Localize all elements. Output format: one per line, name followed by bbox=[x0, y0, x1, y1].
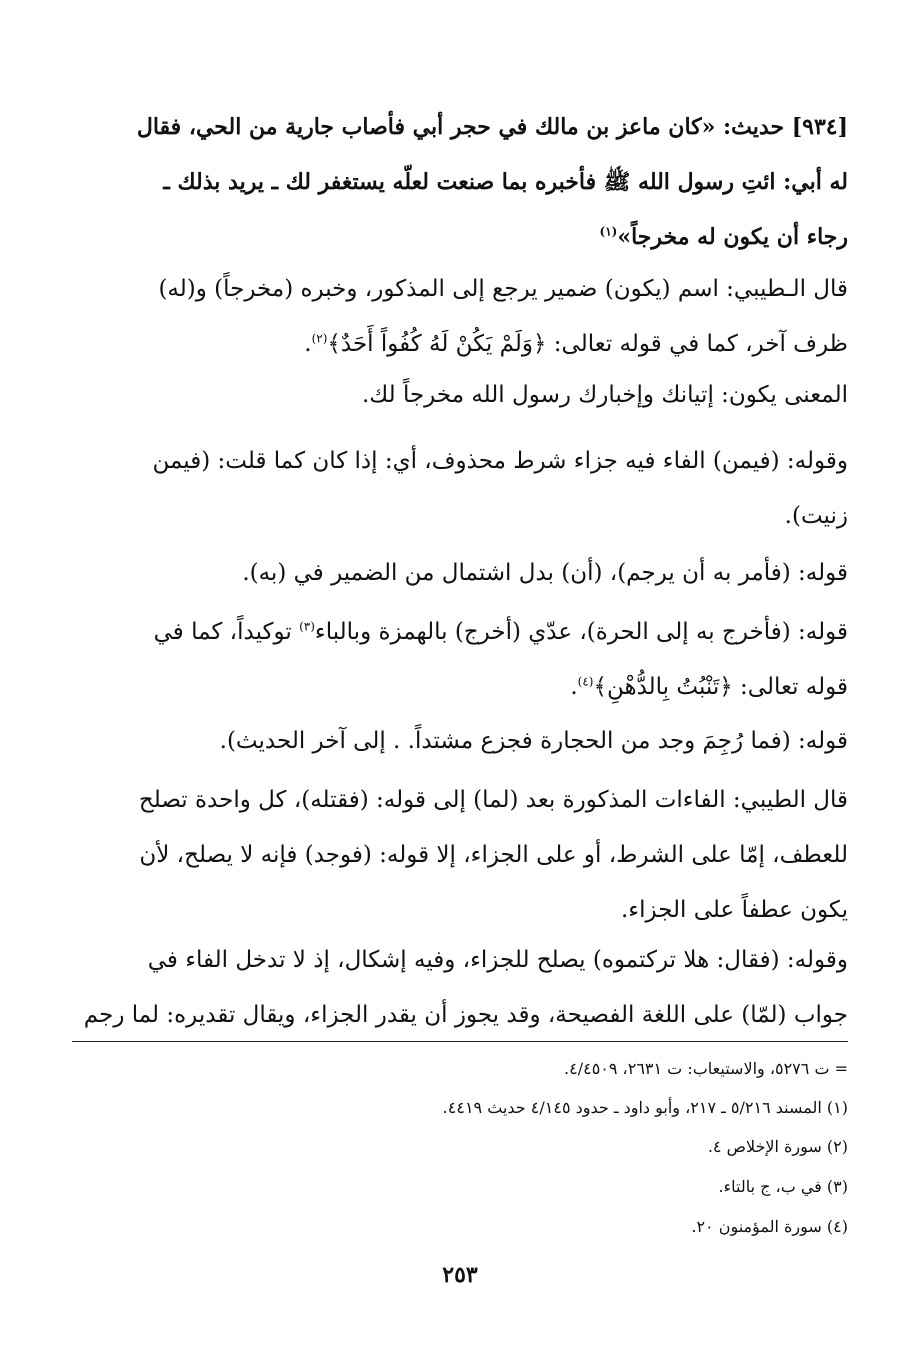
footnote-ref: (٢) bbox=[311, 331, 328, 346]
hadith-line-3: رجاء أن يكون له مخرجاً» bbox=[617, 224, 848, 250]
paragraph-line: . bbox=[570, 674, 578, 700]
paragraph-line: للعطف، إمّا على الشرط، أو على الجزاء، إلا قوله: (فوجد) فإنه لا يصلح، لأن bbox=[139, 842, 848, 868]
footnote-1: (١) المسند ٥/٢١٦ ـ ٢١٧، وأبو داود ـ حدود ٤/١٤٥ حديث ٤٤١٩. bbox=[442, 1098, 848, 1117]
footnote-ref: (٤) bbox=[577, 674, 594, 689]
footnote-ref: (١) bbox=[599, 224, 618, 239]
footnote-4: (٤) سورة المؤمنون ٢٠. bbox=[691, 1217, 848, 1236]
paragraph-line: توكيداً، كما في bbox=[153, 619, 292, 645]
footnote-ref: (٣) bbox=[299, 619, 315, 634]
commentary-paragraph bbox=[72, 368, 848, 423]
commentary-paragraph bbox=[72, 714, 848, 769]
commentary-paragraph bbox=[72, 773, 848, 938]
footnote-separator bbox=[72, 1041, 848, 1042]
paragraph-line: يكون عطفاً على الجزاء. bbox=[620, 897, 848, 923]
commentary-paragraph bbox=[72, 605, 848, 715]
page-number: ٢٥٣ bbox=[442, 1262, 478, 1288]
hadith-line-2: له أبي: ائتِ رسول الله ﷺ فأخبره بما صنعت لعلّه يستغفر لك ـ يريد بذلك ـ bbox=[163, 169, 848, 195]
paragraph-line: قوله: (فما رُجِمَ وجد من الحجارة فجزع مشتداً. . إلى آخر الحديث). bbox=[219, 728, 848, 754]
paragraph-line: قوله: (فأمر به أن يرجم)، (أن) بدل اشتمال من الضمير في (به). bbox=[242, 560, 848, 586]
paragraph-line: قال الطيبي: الفاءات المذكورة بعد (لما) إلى قوله: (فقتله)، كل واحدة تصلح bbox=[138, 787, 848, 813]
paragraph-line: وقوله: (فيمن) الفاء فيه جزاء شرط محذوف، أي: إذا كان كما قلت: (فيمن bbox=[152, 448, 848, 474]
commentary-paragraph bbox=[72, 546, 848, 601]
footnote-continuation: = ت ٥٢٧٦، والاستيعاب: ت ٢٦٣١، ٤/٤٥٠٩. bbox=[564, 1059, 848, 1078]
paragraph-line: المعنى يكون: إتيانك وإخبارك رسول الله مخرجاً لك. bbox=[361, 382, 848, 408]
paragraph-line: وقوله: (فقال: هلا تركتموه) يصلح للجزاء، وفيه إشكال، إذ لا تدخل الفاء في bbox=[147, 947, 848, 973]
commentary-paragraph bbox=[72, 933, 848, 1043]
hadith-text bbox=[72, 100, 848, 265]
paragraph-line: قوله: (فأخرج به إلى الحرة)، عدّي (أخرج) بالهمزة وبالباء bbox=[314, 619, 848, 645]
footnote-2: (٢) سورة الإخلاص ٤. bbox=[707, 1137, 848, 1156]
paragraph-line: زنيت). bbox=[784, 503, 848, 529]
paragraph-line: قوله تعالى: ﴿تَنْبُتُ بِالدُّهْنِ﴾ bbox=[593, 674, 848, 700]
commentary-paragraph bbox=[72, 434, 848, 544]
paragraph-line: جواب (لمّا) على اللغة الفصيحة، وقد يجوز أن يقدر الجزاء، ويقال تقديره: لما رجم bbox=[83, 1002, 848, 1028]
paragraph-line: قال الـطيبي: اسم (يكون) ضمير يرجع إلى المذكور، وخبره (مخرجاً) و(له) bbox=[158, 276, 848, 302]
footnote-3: (٣) في ب، ج بالتاء. bbox=[718, 1177, 848, 1196]
paragraph-line: ظرف آخر، كما في قوله تعالى: ﴿وَلَمْ يَكُنْ لَهُ كُفُواً أَحَدٌ﴾ bbox=[327, 331, 848, 357]
commentary-paragraph: قال الـطيبي: اسم (يكون) ضمير يرجع إلى المذكور، وخبره (مخرجاً) و(له) ظرف آخر، كما في قوله تعالى: ﴿وَلَمْ يَكُنْ لَهُ كُفُواً أَحَدٌ﴾$^{(٢)}$. bbox=[158, 276, 848, 357]
hadith-line-1: [٩٣٤] حديث: «كان ماعز بن مالك في حجر أبي فأصاب جارية من الحي، فقال bbox=[136, 114, 848, 140]
